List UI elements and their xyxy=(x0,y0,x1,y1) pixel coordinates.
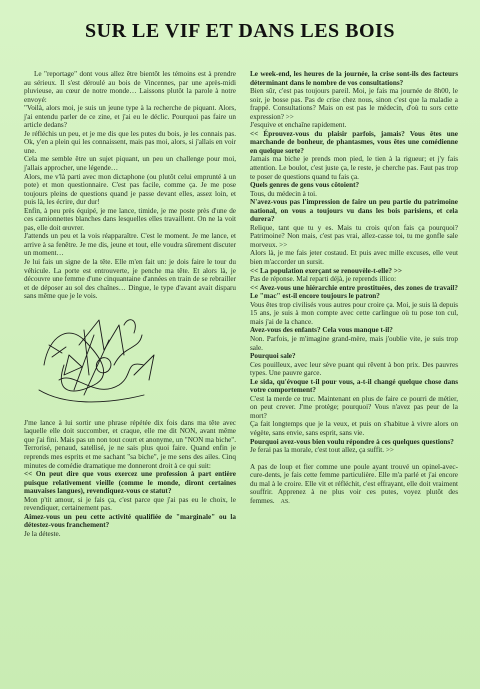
question: Aimez-vous un peu cette activité qualifiée de "marginale" ou la détestez-vous franchement? xyxy=(24,512,236,530)
paragraph: J'attends un peu et la vois réapparaître. C'est le moment. Je me lance, et arrive à sa fenêtre. Je me dis, jeune et tout, elle voudra sûrement discuter un moment… xyxy=(24,232,236,258)
answer: Je ferai pas la morale, c'est tout allez, ça suffit. >> xyxy=(250,446,394,455)
question: Avez-vous des enfants? Cela vous manque t-il? xyxy=(250,326,393,335)
right-column xyxy=(250,70,458,506)
question: << Éprouvez-vous du plaisir parfois, jamais? Vous êtes une marchande de bonheur, de phantasmes, vous êtes une comédienne en quelque sorte? xyxy=(250,129,458,155)
answer: Mon p'tit amour, si je fais ça, c'est parce que j'ai pas eu le choix, le revendiquer, certainement pas. xyxy=(24,495,236,513)
question: Pourquoi avez-vous bien voulu répondre à ces quelques questions? xyxy=(250,437,454,446)
question: Pourquoi sale? xyxy=(250,352,296,361)
answer: Jamais ma biche je prends mon pied, le tien à la rigueur; et j'y fais attention. Le boulot, c'est juste ça, le reste, je cherche pas. Faut pas trop te poser de questions quand tu fais ça. xyxy=(250,155,458,181)
answer: Vous êtes trop civilisés vous autres pour croire ça. Moi, je suis là depuis 15 ans, je suis à mon compte avec cette carlingue où tu pose ton cul, mais j'ai de la chance. xyxy=(250,300,458,326)
question: Quels genres de gens vous côtoient? xyxy=(250,181,360,190)
paragraph: Alors là, je me fais jeter costaud. Et puis avec mille excuses, elle veut bien m'accorder un sursit. xyxy=(250,249,458,267)
question: Le sida, qu'évoque t-il pour vous, a-t-il changé quelque chose dans votre comportement? xyxy=(250,377,458,395)
answer: Pas de réponse. Mal reparti déjà, je reprends illico: xyxy=(250,275,397,284)
answer: C'est la merde ce truc. Maintenant en plus de faire ce pourri de métier, on peut crever. J'me protège; pourquoi? Vous n'avez pas peur de la mort? xyxy=(250,394,458,420)
answer: Ça fait longtemps que je la veux, et puis on s'habitue à vivre alors on végète, sans envie, sans esprit, sans vie. xyxy=(250,420,458,437)
article-title: SUR LE VIF ET DANS LES BOIS xyxy=(85,20,395,42)
answer: Non. Parfois, je m'imagine grand-mère, mais j'oublie vite, je suis trop sale. xyxy=(250,334,458,352)
question: Le week-end, les heures de la journée, la crise sont-ils des facteurs déterminant dans le nombre de vos consultations? xyxy=(250,70,458,87)
signature: AS. xyxy=(280,498,290,505)
paragraph: Je réfléchis un peu, et je me dis que les putes du bois, je les connais pas. Ok, y'en a plein qui les connaissent, mais pas moi, alors, si j'allais en voir une. xyxy=(24,129,236,155)
paragraph: Je lui fais un signe de la tête. Elle m'en fait un: je dois faire le tour du véhicule. La porte est entrouverte, je penche ma tête. Et alors là, je découvre une femme d'une cinquantaine d'années en train de se rebrailler et de déposer au sol des chaînes… Dingue, le type d'avant avait disparu sans même que je le vois. xyxy=(24,258,236,301)
question: << La population exerçant se renouvèle-t-elle? >> xyxy=(250,266,402,275)
closing-text: A pas de loup et fier comme une poule ayant trouvé un opinel-avec-cure-dents, je fais cette femme particulière. Elle m'a parlé et j'ai encore du mal à le croire. Elle vit et réfléchit, c'est effrayant, elle doit vraiment souffrir. Apprenez à ne plus voir ces putes, voyez plutôt des femmes. xyxy=(250,462,458,505)
answer: Tous, du médecin à toi. xyxy=(250,189,317,198)
answer: Bien sûr, c'est pas toujours pareil. Moi, je fais ma journée de 8h00, le soir, je bosse pas. Pas de crise chez nous, sinon c'est que la maladie a frappé. Consultations? Mais on est pas le médecin, d'où tu sors cette expression? >> xyxy=(250,87,458,121)
left-column xyxy=(24,70,236,538)
paragraph: Cela me semble être un sujet piquant, un peu un challenge pour moi, j'allais approcher, une légende… xyxy=(24,155,236,173)
paragraph: Alors, me v'là parti avec mon dictaphone (ou plutôt celui emprunté à un pote) et mon questionnaire. C'est pas facile, comme ça. Je me pose toujours pleins de questions quand je passe devant elles, assez loin, et puis là, les écrire, dur dur! xyxy=(24,172,236,207)
paragraph: J'esquive et enchaîne rapidement. xyxy=(250,121,347,130)
question: << Avez-vous une hiérarchie entre prostituées, des zones de travail? Le "mac" est-il encore toujours le patron? xyxy=(250,283,458,301)
paragraph: J'me lance à lui sortir une phrase répétée dix fois dans ma tête avec laquelle elle doit succomber, et craque, elle me dit NON, avant même que j'ai fini. Mais pas un non tout court et anonyme, un "NON ma biche". Terrorisé, penaud, satellisé, je ne sais plus quoi faire. Quand enfin je reprends mes esprits et me sachant "sa biche", je me sens des ailes. Cinq minutes de comédie dramatique me donneront droit à ce qui suit: xyxy=(24,418,236,470)
closing-paragraph xyxy=(250,463,458,507)
paragraph: Enfin, à peu près équipé, je me lance, timide, je me poste près d'une de ces camionnettes blanches dans lesquelles elles travaillent. On ne la voit pas, elle doit œuvrer. xyxy=(24,206,236,232)
paragraph: Le "reportage" dont vous allez être bientôt les témoins est à prendre au sérieux. Il s'est déroulé au bois de Vincennes, par une après-midi pluvieuse, au cœur de notre monde… Laissons plutôt la parole à notre envoyé: xyxy=(24,70,236,104)
answer: Relique, tant que tu y es. Mais tu crois qu'on fais ça pourquoi? Patrimoine? Non mais, c'est pas vrai, allez-casse toi, tu me gonfle sale morveux. >> xyxy=(250,223,458,249)
scribble-illustration xyxy=(24,305,236,413)
answer: Je la déteste. xyxy=(24,529,61,538)
answer: Ces pouilleux, avec leur sève puant qui rêvent à bon prix. Des pauvres types. Une pauvre garce. xyxy=(250,360,458,378)
question: << On peut dire que vous exercez une profession à part entière puisque relativement vieille (comme le monde, diront certaines mauvaises langues), revendiquez-vous ce statut? xyxy=(24,470,236,496)
paragraph: "Voilà, alors moi, je suis un jeune type à la recherche de piquant. Alors, j'ai entendu parler de ce zine, et j'ai eu le déclic. Pourquoi pas faire un article dedans? xyxy=(24,104,236,130)
question: N'avez-vous pas l'impression de faire un peu partie du patrimoine national, on vous a toujours vu dans les bois parisiens, et cela durera? xyxy=(250,198,458,224)
